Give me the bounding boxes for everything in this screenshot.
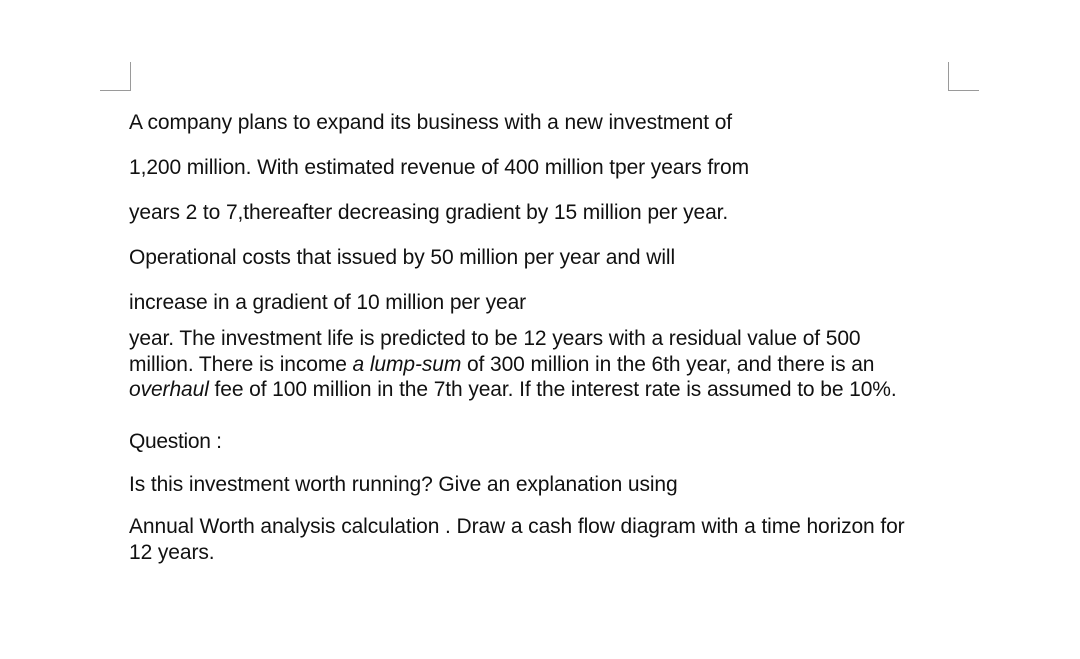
text-line-4: Operational costs that issued by 50 million per year and will [129,246,676,269]
question-paragraph: Annual Worth analysis calculation . Draw a cash flow diagram with a time horizon for 12 years. [129,515,905,564]
paragraph-text-1: year. The investment life is predicted to be 12 years with a residual value of 500 million. There is income [129,327,861,376]
question-line-1: Is this investment worth running? Give an explanation using [129,473,678,496]
question-heading: Question : [129,430,222,453]
investment-paragraph [129,326,929,403]
paragraph-text-2: of 300 million in the 6th year, and there is an [461,352,875,376]
paragraph-italic-lump-sum: a lump-sum [352,352,462,376]
page-corner-mark-left [100,62,131,91]
paragraph-text-3: fee of 100 million in the 7th year. If the interest rate is assumed to be 10%. [208,378,897,401]
text-line-2: 1,200 million. With estimated revenue of 400 million tper years from [129,156,749,179]
text-line-3: years 2 to 7,thereafter decreasing gradient by 15 million per year. [129,201,729,224]
page-corner-mark-right [948,62,979,91]
text-line-5: increase in a gradient of 10 million per year [129,291,527,314]
paragraph-italic-overhaul: overhaul [129,378,209,401]
text-line-1: A company plans to expand its business with a new investment of [129,111,733,134]
